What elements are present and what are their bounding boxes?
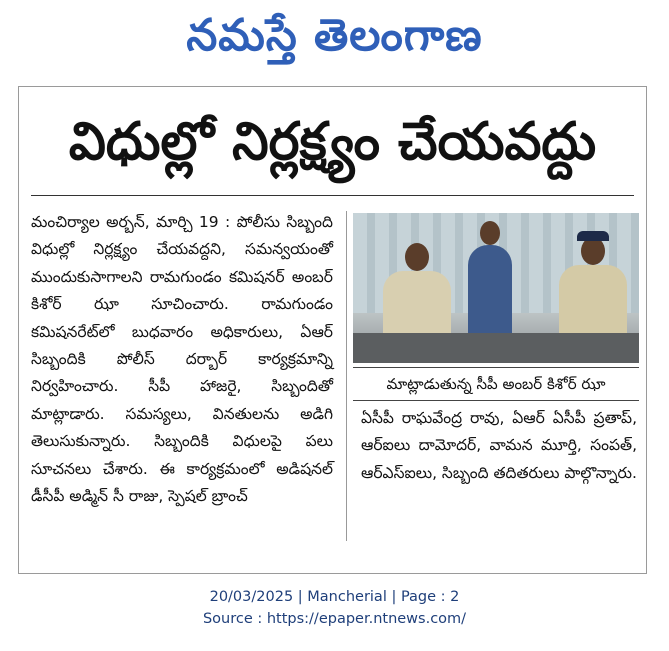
photo-figure-standing xyxy=(465,221,515,341)
photo-figure-seated-left xyxy=(379,243,455,343)
headline-rule xyxy=(31,195,634,196)
column-divider xyxy=(346,211,347,541)
newspaper-logo: నమస్తే తెలంగాణ xyxy=(186,10,483,61)
source-footer xyxy=(0,586,669,630)
masthead xyxy=(0,0,669,72)
article-body-right: ఏసీపీ రాఘవేంద్ర రావు, ఏఆర్ ఏసీపీ ప్రతాప్, ఆర్‌ఐలు దామోదర్, వామన మూర్తి, సంపత్, ఆర్ఎస్‌ఐలు, సిబ్బంది తదితరులు పాల్గొన్నారు. xyxy=(361,409,637,482)
article-column-left xyxy=(31,209,333,510)
news-clipping xyxy=(18,86,647,574)
article-headline: విధుల్లో నిర్లక్ష్యం చేయవద్దు xyxy=(68,112,597,172)
article-body-left: మంచిర్యాల అర్బన్, మార్చి 19 : పోలీసు సిబ్బంది విధుల్లో నిర్లక్ష్యం చేయవద్దని, సమన్వయంతో ముందుకుసాగాలని రామగుండం కమిషనర్ అంబర్ కిశోర్ ఝా సూచించారు. రామగుండం కమిషనరేట్‌లో బుధవారం అధికారులు, ఏఆర్ సిబ్బందికి పోలీస్ దర్బార్ కార్యక్రమాన్ని నిర్వహించారు. సీపీ హాజరై, సిబ్బందితో మాట్లాడారు. సమస్యలు, వినతులను అడిగి తెలుసుకున్నారు. సిబ్బందికి విధులపై పలు సూచనలు చేశారు. ఈ కార్యక్రమంలో అడిషనల్ డీసీపీ అడ్మిన్ సీ రాజు, స్పెషల్ బ్రాంచ్ xyxy=(31,213,333,506)
footer-date-edition: 20/03/2025 | Mancherial | Page : 2 xyxy=(209,589,460,605)
article-column-right xyxy=(361,405,637,487)
article-photo xyxy=(353,213,639,363)
photo-figure-seated-right xyxy=(553,231,633,343)
photo-table xyxy=(353,333,639,363)
photo-caption: మాట్లాడుతున్న సీపీ అంబర్ కిశోర్ ఝా xyxy=(353,367,639,401)
footer-source: Source : https://epaper.ntnews.com/ xyxy=(202,611,467,627)
